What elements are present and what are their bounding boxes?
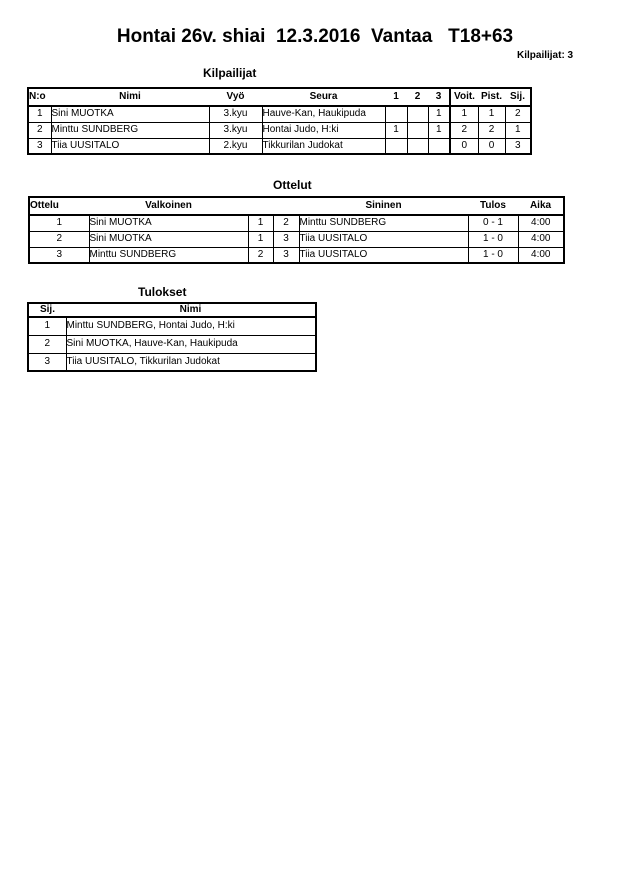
match3-result: 1	[428, 106, 450, 122]
competitor-name: Tiia UUSITALO	[51, 138, 209, 154]
section-title-kilpailijat: Kilpailijat	[203, 66, 257, 80]
competitor-belt: 3.kyu	[209, 106, 262, 122]
result-placement: 1	[28, 317, 66, 335]
match2-result	[407, 122, 428, 138]
competitor-club: Tikkurilan Judokat	[262, 138, 385, 154]
competitor-number: 2	[28, 122, 51, 138]
result-name-club: Minttu SUNDBERG, Hontai Judo, H:ki	[66, 317, 316, 335]
competitor-row	[28, 122, 531, 138]
result-name-club: Sini MUOTKA, Hauve-Kan, Haukipuda	[66, 335, 316, 353]
col-header-nimi: Nimi	[66, 303, 316, 317]
col-header-match1: 1	[385, 88, 407, 106]
match-row	[29, 247, 564, 263]
result-placement: 3	[28, 353, 66, 371]
white-player-number: 1	[248, 231, 273, 247]
match-score: 1 - 0	[468, 231, 518, 247]
competitor-club: Hauve-Kan, Haukipuda	[262, 106, 385, 122]
result-row	[28, 353, 316, 371]
col-header-vyo: Vyö	[209, 88, 262, 106]
col-header-nimi: Nimi	[51, 88, 209, 106]
white-player-name: Sini MUOTKA	[89, 215, 248, 231]
col-header-voit: Voit.	[450, 88, 478, 106]
match-row	[29, 231, 564, 247]
col-header-ottelu: Ottelu	[29, 197, 89, 215]
col-header-aika: Aika	[518, 197, 564, 215]
matches-header-row	[29, 197, 564, 215]
blue-player-number: 3	[273, 231, 299, 247]
blue-player-name: Tiia UUSITALO	[299, 231, 468, 247]
result-row	[28, 335, 316, 353]
match-number: 1	[29, 215, 89, 231]
white-player-number: 2	[248, 247, 273, 263]
col-header-no: N:o	[28, 88, 51, 106]
match2-result	[407, 138, 428, 154]
competitor-name: Sini MUOTKA	[51, 106, 209, 122]
competitor-name: Minttu SUNDBERG	[51, 122, 209, 138]
match-score: 0 - 1	[468, 215, 518, 231]
placement: 3	[505, 138, 531, 154]
competitor-belt: 3.kyu	[209, 122, 262, 138]
match1-result	[385, 106, 407, 122]
match3-result: 1	[428, 122, 450, 138]
blue-player-number: 3	[273, 247, 299, 263]
match-score: 1 - 0	[468, 247, 518, 263]
result-placement: 2	[28, 335, 66, 353]
final-results-table	[27, 302, 317, 372]
match2-result	[407, 106, 428, 122]
wins-count: 2	[450, 122, 478, 138]
match-time: 4:00	[518, 215, 564, 231]
col-header-pist: Pist.	[478, 88, 505, 106]
col-header-white-number	[248, 197, 273, 215]
competitor-belt: 2.kyu	[209, 138, 262, 154]
white-player-number: 1	[248, 215, 273, 231]
competitor-club: Hontai Judo, H:ki	[262, 122, 385, 138]
placement: 2	[505, 106, 531, 122]
matches-table	[28, 196, 565, 264]
col-header-tulos: Tulos	[468, 197, 518, 215]
placement: 1	[505, 122, 531, 138]
blue-player-name: Minttu SUNDBERG	[299, 215, 468, 231]
col-header-valkoinen: Valkoinen	[89, 197, 248, 215]
section-title-tulokset: Tulokset	[138, 285, 187, 299]
competitor-number: 3	[28, 138, 51, 154]
white-player-name: Minttu SUNDBERG	[89, 247, 248, 263]
match-time: 4:00	[518, 231, 564, 247]
section-title-ottelut: Ottelut	[273, 178, 312, 192]
col-header-blue-number	[273, 197, 299, 215]
blue-player-number: 2	[273, 215, 299, 231]
col-header-sij: Sij.	[28, 303, 66, 317]
wins-count: 1	[450, 106, 478, 122]
match1-result	[385, 138, 407, 154]
participants-count-label: Kilpailijat: 3	[517, 50, 574, 61]
match-row	[29, 215, 564, 231]
white-player-name: Sini MUOTKA	[89, 231, 248, 247]
competitor-number: 1	[28, 106, 51, 122]
col-header-match3: 3	[428, 88, 450, 106]
col-header-seura: Seura	[262, 88, 385, 106]
page-title: Hontai 26v. shiai 12.3.2016 Vantaa T18+63	[116, 26, 514, 47]
competitor-row	[28, 106, 531, 122]
points-count: 0	[478, 138, 505, 154]
col-header-sij: Sij.	[505, 88, 531, 106]
match3-result	[428, 138, 450, 154]
wins-count: 0	[450, 138, 478, 154]
col-header-match2: 2	[407, 88, 428, 106]
col-header-sininen: Sininen	[299, 197, 468, 215]
competitors-table	[27, 87, 532, 155]
result-row	[28, 317, 316, 335]
competitor-row	[28, 138, 531, 154]
blue-player-name: Tiia UUSITALO	[299, 247, 468, 263]
match1-result: 1	[385, 122, 407, 138]
match-number: 3	[29, 247, 89, 263]
points-count: 1	[478, 106, 505, 122]
results-header-row	[28, 303, 316, 317]
points-count: 2	[478, 122, 505, 138]
match-number: 2	[29, 231, 89, 247]
competitors-header-row	[28, 88, 531, 106]
match-time: 4:00	[518, 247, 564, 263]
result-name-club: Tiia UUSITALO, Tikkurilan Judokat	[66, 353, 316, 371]
